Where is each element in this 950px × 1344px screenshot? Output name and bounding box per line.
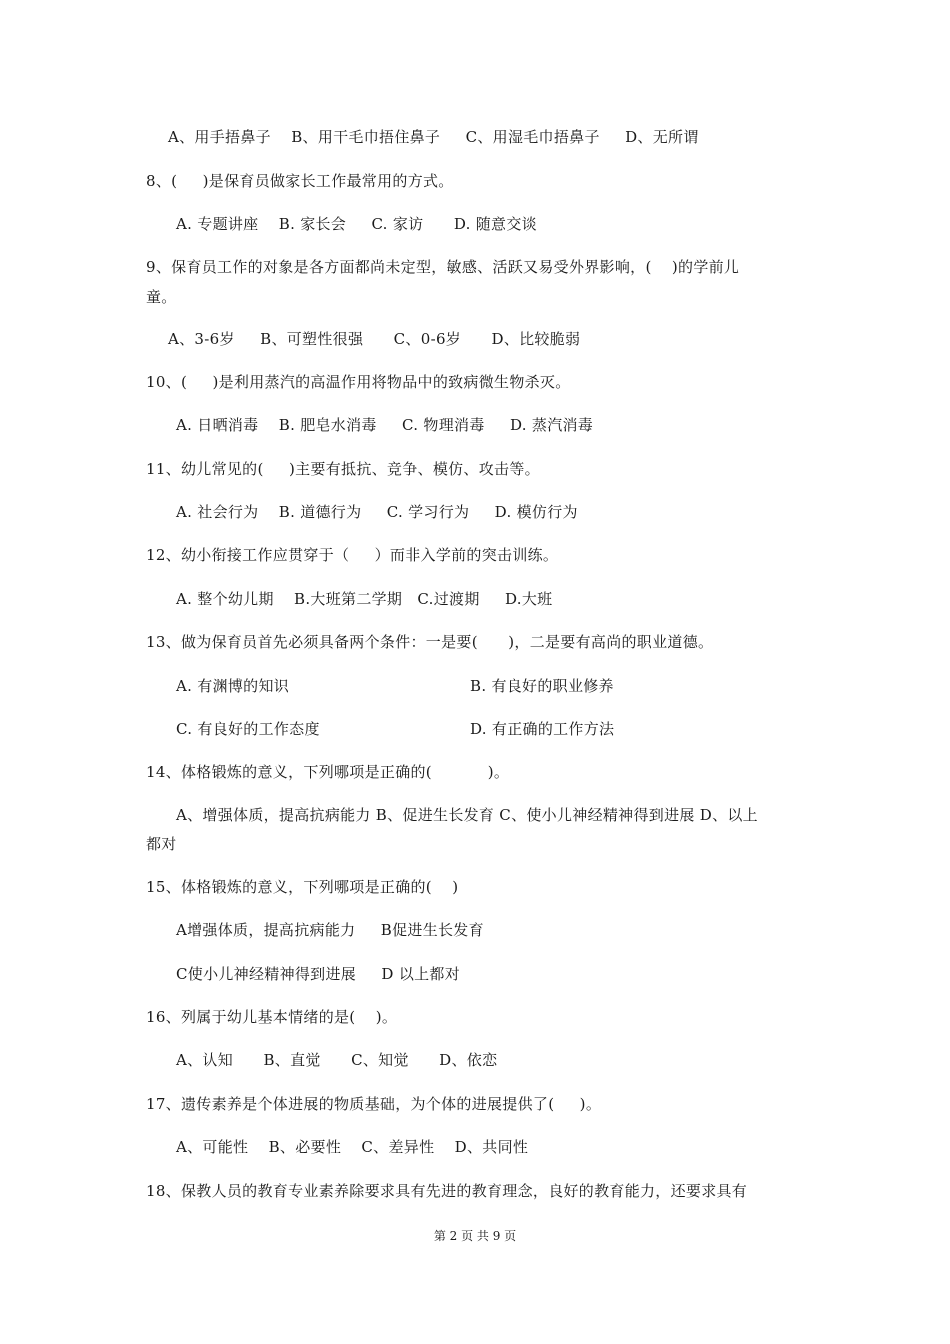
option-line-q7: A、用手捂鼻子 B、用干毛巾捂住鼻子 C、用湿毛巾捂鼻子 D、无所谓 — [168, 128, 699, 146]
question-13: 13、做为保育员首先必须具备两个条件：一是要( )，二是要有高尚的职业道德。 — [146, 633, 714, 651]
question-17: 17、遗传素养是个体进展的物质基础，为个体的进展提供了( )。 — [146, 1095, 602, 1113]
question-16: 16、列属于幼儿基本情绪的是( )。 — [146, 1008, 398, 1026]
question-9-continued: 童。 — [146, 288, 177, 306]
option-q13-c: C. 有良好的工作态度 — [176, 720, 320, 738]
option-line-q15-cd: C使小儿神经精神得到进展 D 以上都对 — [176, 965, 461, 983]
question-10: 10、( )是利用蒸汽的高温作用将物品中的致病微生物杀灭。 — [146, 373, 571, 391]
question-14: 14、体格锻炼的意义，下列哪项是正确的( )。 — [146, 763, 510, 781]
option-q13-b: B. 有良好的职业修养 — [470, 677, 614, 695]
option-line-q14-continued: 都对 — [146, 835, 177, 853]
option-line-q15-ab: A增强体质，提高抗病能力 B促进生长发育 — [176, 921, 484, 939]
option-q13-a: A. 有渊博的知识 — [176, 677, 290, 695]
option-line-q11: A. 社会行为 B. 道德行为 C. 学习行为 D. 模仿行为 — [176, 503, 578, 521]
option-line-q8: A. 专题讲座 B. 家长会 C. 家访 D. 随意交谈 — [176, 215, 537, 233]
page-footer: 第 2 页 共 9 页 — [433, 1229, 517, 1243]
question-12: 12、幼小衔接工作应贯穿于（ ）而非入学前的突击训练。 — [146, 546, 559, 564]
option-line-q14: A、增强体质，提高抗病能力 B、促进生长发育 C、使小儿神经精神得到进展 D、以上 — [176, 806, 758, 824]
option-line-q17: A、可能性 B、必要性 C、差异性 D、共同性 — [176, 1138, 529, 1156]
question-15: 15、体格锻炼的意义，下列哪项是正确的( ) — [146, 878, 459, 896]
option-line-q9: A、3-6岁 B、可塑性很强 C、0-6岁 D、比较脆弱 — [168, 330, 581, 348]
option-line-q12: A. 整个幼儿期 B.大班第二学期 C.过渡期 D.大班 — [176, 590, 553, 608]
question-9: 9、保育员工作的对象是各方面都尚未定型，敏感、活跃又易受外界影响，( )的学前儿 — [146, 258, 740, 276]
option-q13-d: D. 有正确的工作方法 — [470, 720, 615, 738]
question-18: 18、保教人员的教育专业素养除要求具有先进的教育理念，良好的教育能力，还要求具有 — [146, 1182, 748, 1200]
question-8: 8、( )是保育员做家长工作最常用的方式。 — [146, 172, 454, 190]
option-line-q16: A、认知 B、直觉 C、知觉 D、依恋 — [176, 1051, 498, 1069]
question-11: 11、幼儿常见的( )主要有抵抗、竞争、模仿、攻击等。 — [146, 460, 540, 478]
option-line-q10: A. 日晒消毒 B. 肥皂水消毒 C. 物理消毒 D. 蒸汽消毒 — [176, 416, 594, 434]
